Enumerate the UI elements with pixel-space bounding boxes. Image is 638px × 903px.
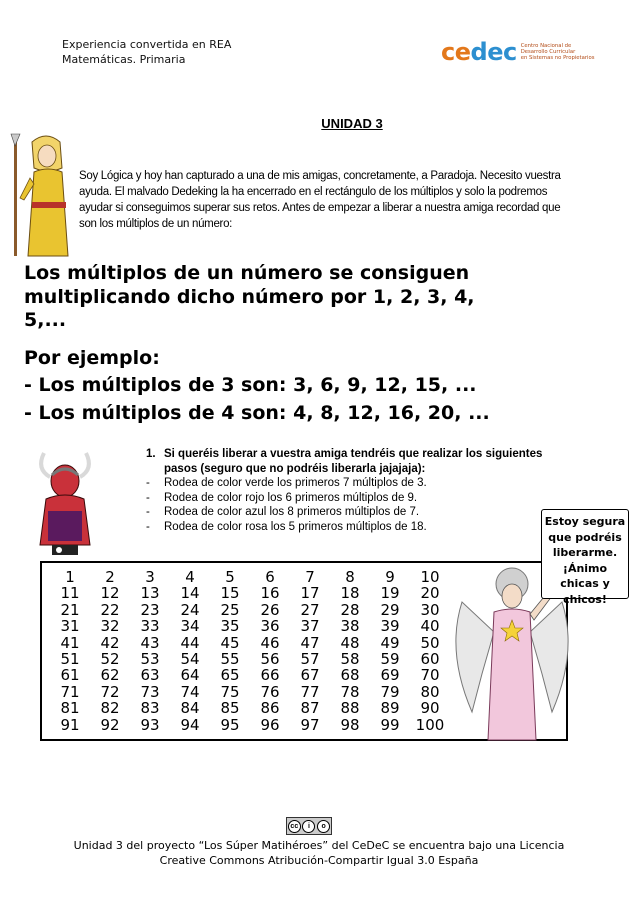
grid-number[interactable]: 70 <box>420 666 440 685</box>
grid-number[interactable]: 38 <box>340 617 360 636</box>
grid-number[interactable]: 51 <box>60 650 80 669</box>
grid-number[interactable]: 45 <box>220 633 240 652</box>
grid-number[interactable]: 23 <box>140 600 160 619</box>
grid-number[interactable]: 34 <box>180 617 200 636</box>
example-multiples-3: - Los múltiplos de 3 son: 3, 6, 9, 12, 15, ... <box>24 374 477 396</box>
grid-number[interactable]: 8 <box>345 568 355 586</box>
grid-number[interactable]: 15 <box>220 584 240 603</box>
grid-number[interactable]: 46 <box>260 633 280 652</box>
grid-number[interactable]: 90 <box>420 699 440 718</box>
grid-number[interactable]: 4 <box>185 568 195 586</box>
grid-number[interactable]: 24 <box>180 600 200 619</box>
hundred-grid <box>50 569 450 733</box>
grid-number[interactable]: 59 <box>380 650 400 669</box>
grid-number[interactable]: 100 <box>415 715 445 734</box>
grid-number[interactable]: 92 <box>100 715 120 734</box>
grid-number[interactable]: 56 <box>260 650 280 669</box>
creative-commons-badge[interactable] <box>286 817 332 835</box>
logo-word-b: dec <box>470 38 517 66</box>
definition-line-3: 5,... <box>24 309 67 331</box>
grid-number[interactable]: 83 <box>140 699 160 718</box>
grid-number[interactable]: 65 <box>220 666 240 685</box>
grid-number[interactable]: 6 <box>265 568 275 586</box>
attribution-icon: i <box>302 820 315 833</box>
intro-paragraph: Soy Lógica y hoy han capturado a una de mis amigas, concretamente, a Paradoja. Necesito vuestra ayuda. El malvado Dedeking la ha encerrado en el rectángulo de los múltiplos y solo la podremos ayudar si conseguimos superar sus retos. Antes de empezar a liberar a nuestra amiga recordad que son los múltiplos de un número: <box>79 170 561 230</box>
grid-number[interactable]: 80 <box>420 682 440 701</box>
grid-number[interactable]: 61 <box>60 666 80 685</box>
task-steps <box>146 476 566 534</box>
grid-number[interactable]: 97 <box>300 715 320 734</box>
grid-number[interactable]: 48 <box>340 633 360 652</box>
grid-number[interactable]: 26 <box>260 600 280 619</box>
header-line-1: Experiencia convertida en REA <box>62 38 232 51</box>
grid-number[interactable]: 7 <box>305 568 315 586</box>
grid-number[interactable]: 3 <box>145 568 155 586</box>
grid-number[interactable]: 79 <box>380 682 400 701</box>
grid-number[interactable]: 67 <box>300 666 320 685</box>
footer-line-2: Creative Commons Atribución-Compartir Igual 3.0 España <box>159 854 479 867</box>
grid-number[interactable]: 74 <box>180 682 200 701</box>
task-step: - Rodea de color verde los primeros 7 múltiplos de 3. <box>146 477 427 489</box>
grid-number[interactable]: 44 <box>180 633 200 652</box>
grid-number[interactable]: 41 <box>60 633 80 652</box>
grid-number[interactable]: 30 <box>420 600 440 619</box>
license-footer <box>0 838 638 868</box>
grid-number[interactable]: 49 <box>380 633 400 652</box>
grid-number[interactable]: 14 <box>180 584 200 603</box>
grid-number[interactable]: 81 <box>60 699 80 718</box>
header-line-2: Matemáticas. Primaria <box>62 53 186 66</box>
grid-number[interactable]: 35 <box>220 617 240 636</box>
grid-number[interactable]: 36 <box>260 617 280 636</box>
share-alike-icon: o <box>317 820 330 833</box>
logica-character-illustration <box>8 128 74 268</box>
grid-number[interactable]: 17 <box>300 584 320 603</box>
grid-number[interactable]: 71 <box>60 682 80 701</box>
grid-number[interactable]: 82 <box>100 699 120 718</box>
grid-number[interactable]: 25 <box>220 600 240 619</box>
multiples-definition <box>24 262 624 425</box>
task-1 <box>146 447 566 534</box>
grid-number[interactable]: 99 <box>380 715 400 734</box>
grid-number[interactable]: 91 <box>60 715 80 734</box>
grid-number[interactable]: 43 <box>140 633 160 652</box>
grid-number[interactable]: 13 <box>140 584 160 603</box>
grid-number[interactable]: 75 <box>220 682 240 701</box>
grid-number[interactable]: 77 <box>300 682 320 701</box>
grid-number[interactable]: 78 <box>340 682 360 701</box>
grid-number[interactable]: 2 <box>105 568 115 586</box>
grid-number[interactable]: 89 <box>380 699 400 718</box>
grid-number[interactable]: 12 <box>100 584 120 603</box>
task-step: - Rodea de color rojo los 6 primeros múltiplos de 9. <box>146 491 418 504</box>
grid-number[interactable]: 54 <box>180 650 200 669</box>
grid-number[interactable]: 21 <box>60 600 80 619</box>
grid-number[interactable]: 27 <box>300 600 320 619</box>
grid-number[interactable]: 31 <box>60 617 80 636</box>
grid-number[interactable]: 64 <box>180 666 200 685</box>
definition-line-1: Los múltiplos de un número se consiguen <box>24 262 470 284</box>
grid-number[interactable]: 87 <box>300 699 320 718</box>
grid-number[interactable]: 88 <box>340 699 360 718</box>
logo-word-a: ce <box>441 38 471 66</box>
grid-number[interactable]: 28 <box>340 600 360 619</box>
grid-number[interactable]: 62 <box>100 666 120 685</box>
grid-number[interactable]: 55 <box>220 650 240 669</box>
grid-number[interactable]: 19 <box>380 584 400 603</box>
grid-number[interactable]: 93 <box>140 715 160 734</box>
example-heading: Por ejemplo: <box>24 346 160 369</box>
grid-number[interactable]: 94 <box>180 715 200 734</box>
grid-number[interactable]: 98 <box>340 715 360 734</box>
example-multiples-4: - Los múltiplos de 4 son: 4, 8, 12, 16, 20, ... <box>24 401 490 424</box>
logo-subtitle: Centro Nacional de Desarrollo Curricular en Sistemas no Propietarios <box>520 42 595 62</box>
document-header <box>62 37 231 67</box>
grid-number[interactable]: 72 <box>100 682 120 701</box>
grid-number[interactable]: 20 <box>420 584 440 603</box>
grid-number[interactable]: 95 <box>220 715 240 734</box>
task-heading: Si queréis liberar a vuestra amiga tendréis que realizar los siguientes pasos (seguro que no podréis liberarla jajajaja): <box>164 448 543 475</box>
task-number: 1. <box>146 448 156 460</box>
grid-number[interactable]: 58 <box>340 650 360 669</box>
grid-number[interactable]: 16 <box>260 584 280 603</box>
grid-number[interactable]: 39 <box>380 617 400 636</box>
grid-number[interactable]: 32 <box>100 617 120 636</box>
grid-number[interactable]: 76 <box>260 682 280 701</box>
grid-number[interactable]: 1 <box>65 568 75 586</box>
grid-number[interactable]: 42 <box>100 633 120 652</box>
grid-number[interactable]: 50 <box>420 633 440 652</box>
grid-number[interactable]: 33 <box>140 617 160 636</box>
grid-number[interactable]: 66 <box>260 666 280 685</box>
grid-number[interactable]: 63 <box>140 666 160 685</box>
grid-number[interactable]: 86 <box>260 699 280 718</box>
grid-number[interactable]: 73 <box>140 682 160 701</box>
grid-number[interactable]: 68 <box>340 666 360 685</box>
task-step: - Rodea de color rosa los 5 primeros múltiplos de 18. <box>146 520 427 533</box>
grid-number[interactable]: 9 <box>385 568 395 586</box>
grid-number[interactable]: 18 <box>340 584 360 603</box>
grid-number[interactable]: 40 <box>420 617 440 636</box>
grid-number[interactable]: 85 <box>220 699 240 718</box>
grid-number[interactable]: 10 <box>420 568 440 586</box>
grid-number[interactable]: 53 <box>140 650 160 669</box>
grid-number[interactable]: 60 <box>420 650 440 669</box>
task-step: - Rodea de color azul los 8 primeros múltiplos de 7. <box>146 506 420 518</box>
grid-number[interactable]: 69 <box>380 666 400 685</box>
cc-icon: cc <box>288 820 301 833</box>
grid-number[interactable]: 29 <box>380 600 400 619</box>
grid-number[interactable]: 37 <box>300 617 320 636</box>
unit-title: UNIDAD 3 <box>321 116 383 131</box>
dedeking-character-illustration <box>30 449 100 559</box>
grid-number[interactable]: 5 <box>225 568 235 586</box>
grid-number[interactable]: 22 <box>100 600 120 619</box>
grid-number[interactable]: 47 <box>300 633 320 652</box>
grid-number[interactable]: 52 <box>100 650 120 669</box>
paradoja-speech-bubble: Estoy segura que podréis liberarme. ¡Ánimo chicas y chicos! <box>541 509 629 599</box>
grid-number[interactable]: 96 <box>260 715 280 734</box>
definition-line-2: multiplicando dicho número por 1, 2, 3, 4, <box>24 285 475 308</box>
grid-number[interactable]: 11 <box>60 584 80 603</box>
footer-line-1: Unidad 3 del proyecto “Los Súper Matihéroes” del CeDeC se encuentra bajo una Licencia <box>73 839 565 852</box>
grid-number[interactable]: 57 <box>300 650 320 669</box>
cedec-logo <box>441 38 595 66</box>
grid-number[interactable]: 84 <box>180 699 200 718</box>
